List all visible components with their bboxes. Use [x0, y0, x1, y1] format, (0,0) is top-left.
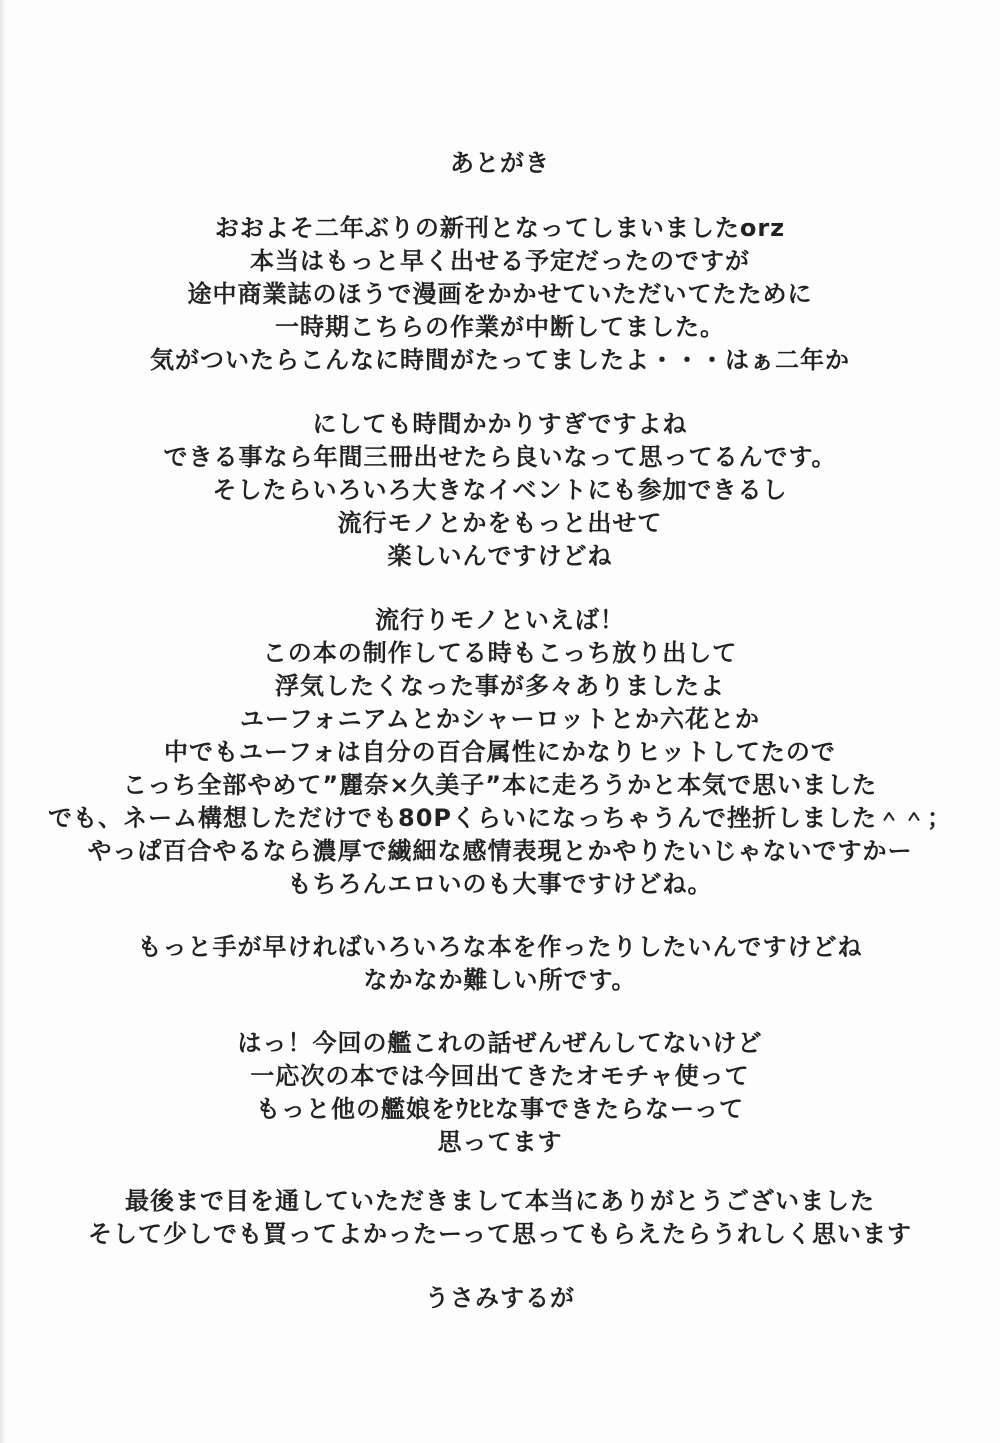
text-line: 本当はもっと早く出せる予定だったのですが [250, 247, 750, 275]
text-line: 流行りモノといえば！ [375, 606, 625, 634]
text-line: 気がついたらこんなに時間がたってましたよ・・・はぁ二年か [150, 346, 850, 374]
text-line: おおよそ二年ぶりの新刊となってしまいましたorz [214, 214, 786, 242]
text-line: やっぱ百合やるなら濃厚で繊細な感情表現とかやりたいじゃないですかー [87, 837, 913, 865]
text-line: 中でもユーフォは自分の百合属性にかなりヒットしてたので [164, 738, 836, 766]
text-line: 一応次の本では今回出てきたオモチャ使って [250, 1062, 750, 1090]
text-line: 流行モノとかをもっと出せて [337, 509, 663, 537]
text-line: そしたらいろいろ大きなイベントにも参加できるし [212, 476, 788, 504]
text-line: 途中商業誌のほうで漫画をかかせていただいてたために [187, 280, 813, 308]
text-line: 楽しいんですけどね [387, 542, 613, 570]
text-line: 一時期こちらの作業が中断してました。 [275, 313, 725, 341]
text-line: なかなか難しい所です。 [363, 966, 637, 994]
text-line: 浮気したくなった事が多々ありましたよ [275, 672, 725, 700]
text-line: 最後まで目を通していただきまして本当にありがとうございました [125, 1187, 875, 1215]
text-line: でも、ネーム構想しただけでも80Pくらいになっちゃうんで挫折しました＾＾； [48, 804, 952, 832]
text-line: にしても時間かかりすぎですよね [312, 410, 688, 438]
text-line: もっと手が早ければいろいろな本を作ったりしたいんですけどね [137, 933, 863, 961]
text-line: 思ってます [437, 1128, 563, 1156]
text-line: この本の制作してる時もこっち放り出して [262, 639, 738, 667]
text-line: ユーフォニアムとかシャーロットとか六花とか [240, 705, 760, 733]
text-line: こっち全部やめて”麗奈×久美子”本に走ろうかと本気で思いました [122, 771, 878, 799]
text-line: できる事なら年間三冊出せたら良いなって思ってるんです。 [163, 443, 837, 471]
text-line: もっと他の艦娘をｳﾋﾋな事できたらなーって [255, 1095, 745, 1123]
text-line: はっ！今回の艦これの話ぜんぜんしてないけど [237, 1029, 763, 1057]
text-line: そして少しでも買ってよかったーって思ってもらえたらうれしく思います [87, 1220, 913, 1248]
page-title: あとがき [450, 149, 550, 177]
author-signature: うさみするが [425, 1284, 575, 1312]
text-line: もちろんエロいのも大事ですけどね。 [287, 870, 713, 898]
